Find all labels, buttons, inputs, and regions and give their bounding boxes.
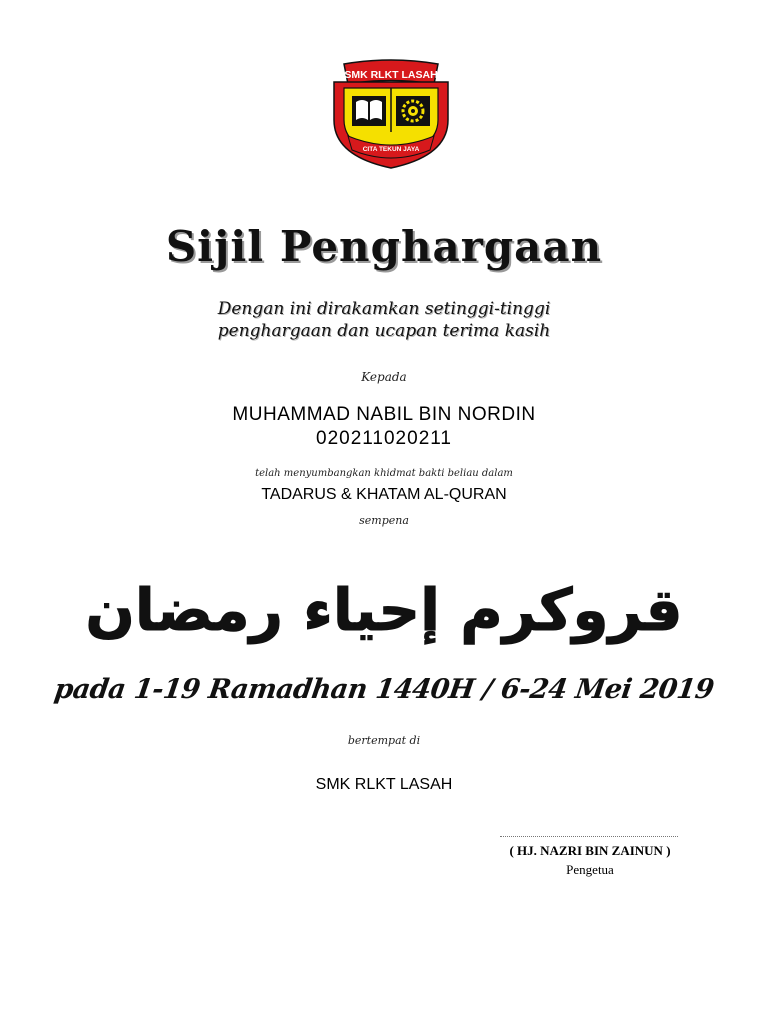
- school-crest-logo: [330, 58, 452, 170]
- book-icon: [352, 96, 386, 126]
- sempena-label: sempena: [359, 514, 409, 527]
- bertempat-label: bertempat di: [347, 734, 421, 747]
- signature-line: [500, 836, 678, 837]
- kepada-label: Kepada: [361, 370, 407, 384]
- recipient-name: MUHAMMAD NABIL BIN NORDIN: [232, 404, 536, 425]
- crest-motto: CITA TEKUN JAYA: [362, 146, 420, 153]
- gear-icon: [396, 96, 430, 126]
- signatory-position: Pengetua: [566, 862, 614, 877]
- event-date: pada 1-19 Ramadhan 1440H / 6-24 Mei 2019: [52, 674, 716, 705]
- crest-school-name: SMK RLKT LASAH: [344, 69, 438, 81]
- subtitle-line-2: penghargaan dan ucapan terima kasih: [217, 321, 551, 341]
- venue-name: SMK RLKT LASAH: [315, 776, 453, 793]
- signatory-name: ( HJ. NAZRI BIN ZAINUN ): [509, 843, 671, 858]
- subtitle-line-1: Dengan ini dirakamkan setinggi-tinggi: [217, 299, 551, 319]
- recipient-ic-number: 020211020211: [316, 428, 452, 449]
- contribution-text: telah menyumbangkan khidmat bakti beliau dalam: [255, 468, 513, 479]
- event-calligraphy: [85, 554, 683, 654]
- certificate-title: Sijil Penghargaan: [165, 222, 603, 271]
- program-name: TADARUS & KHATAM AL-QURAN: [261, 486, 507, 503]
- event-calligraphy-text: قروكرم إحياء رمضان: [85, 576, 683, 644]
